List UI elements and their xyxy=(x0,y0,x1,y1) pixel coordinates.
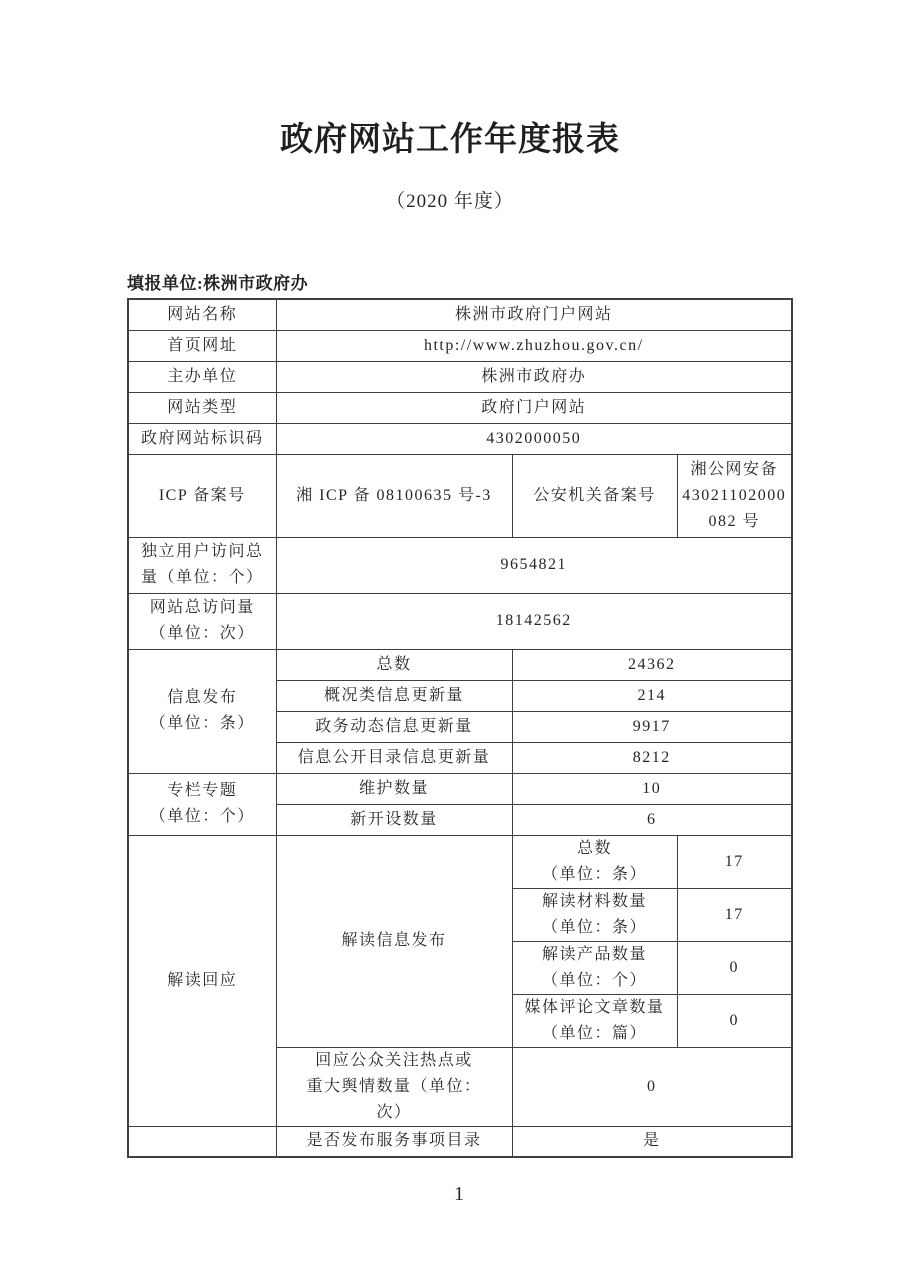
interpretation-item-label xyxy=(512,888,677,941)
hotspot-response-label-line: 重大舆情数量（单位： xyxy=(306,1077,482,1095)
info-publish-item-label: 总数 xyxy=(276,649,512,680)
home-url-value: http://www.zhuzhou.gov.cn/ xyxy=(276,330,792,361)
interpretation-item-value: 17 xyxy=(677,888,792,941)
police-record-value-line: 082 号 xyxy=(708,512,760,530)
interpretation-item-value: 0 xyxy=(677,994,792,1047)
special-topics-label-line: 专栏专题 xyxy=(167,782,238,799)
hotspot-response-label xyxy=(276,1047,512,1126)
site-type-value: 政府门户网站 xyxy=(276,392,792,423)
interpretation-item-label xyxy=(512,835,677,888)
info-publish-item-value: 214 xyxy=(512,680,792,711)
site-name-value: 株洲市政府门户网站 xyxy=(276,299,792,330)
police-record-value-line: 43021102000 xyxy=(682,486,787,504)
table-row xyxy=(128,330,792,361)
info-publish-item-value: 8212 xyxy=(512,742,792,773)
service-catalog-value: 是 xyxy=(512,1126,792,1157)
info-publish-item-value: 9917 xyxy=(512,711,792,742)
police-record-label: 公安机关备案号 xyxy=(512,454,677,537)
info-publish-label-line: （单位：条） xyxy=(149,715,255,732)
hotspot-response-value: 0 xyxy=(512,1047,792,1126)
table-row xyxy=(128,361,792,392)
site-type-label: 网站类型 xyxy=(128,392,276,423)
special-topics-item-label: 维护数量 xyxy=(276,773,512,804)
special-topics-item-label: 新开设数量 xyxy=(276,804,512,835)
special-topics-label xyxy=(128,773,276,835)
unique-visitors-label-line: 独立用户访问总 xyxy=(140,543,264,560)
table-row xyxy=(128,1126,792,1157)
service-catalog-label: 是否发布服务事项目录 xyxy=(276,1126,512,1157)
reporting-unit-label: 填报单位:株洲市政府办 xyxy=(127,274,309,293)
special-topics-item-value: 10 xyxy=(512,773,792,804)
interpretation-item-label-line: 总数 xyxy=(576,839,612,857)
interpretation-item-label xyxy=(512,994,677,1047)
info-publish-item-label: 概况类信息更新量 xyxy=(276,680,512,711)
icp-record-value: 湘 ICP 备 08100635 号-3 xyxy=(276,454,512,537)
interpretation-item-label-line: （单位：条） xyxy=(541,865,647,883)
info-publish-item-label: 信息公开目录信息更新量 xyxy=(276,742,512,773)
interpretation-item-value: 17 xyxy=(677,835,792,888)
table-row xyxy=(128,392,792,423)
site-code-label: 政府网站标识码 xyxy=(128,423,276,454)
interpretation-item-value: 0 xyxy=(677,941,792,994)
unique-visitors-label xyxy=(128,537,276,593)
interpretation-item-label-line: （单位：条） xyxy=(541,918,647,936)
interpretation-item-label-line: 解读产品数量 xyxy=(541,945,647,963)
total-visits-label-line: 网站总访问量 xyxy=(149,599,255,616)
info-publish-item-value: 24362 xyxy=(512,649,792,680)
table-row xyxy=(128,454,792,537)
unique-visitors-value: 9654821 xyxy=(276,537,792,593)
organizer-value: 株洲市政府办 xyxy=(276,361,792,392)
total-visits-label xyxy=(128,593,276,649)
page-number: 1 xyxy=(454,1183,464,1205)
table-row xyxy=(128,649,792,680)
table-row xyxy=(128,593,792,649)
home-url-label: 首页网址 xyxy=(128,330,276,361)
info-publish-label-line: 信息发布 xyxy=(167,689,238,706)
table-row xyxy=(128,835,792,888)
report-year-subtitle: （2020 年度） xyxy=(386,191,514,212)
site-code-value: 4302000050 xyxy=(276,423,792,454)
interpretation-publish-label: 解读信息发布 xyxy=(276,835,512,1047)
page-title: 政府网站工作年度报表 xyxy=(280,120,620,157)
table-row xyxy=(128,299,792,330)
interpretation-item-label-line: 解读材料数量 xyxy=(541,892,647,910)
table-row xyxy=(128,537,792,593)
table-row xyxy=(128,423,792,454)
police-record-value xyxy=(677,454,792,537)
empty-cell xyxy=(128,1126,276,1157)
total-visits-value: 18142562 xyxy=(276,593,792,649)
interpretation-item-label-line: （单位：个） xyxy=(541,971,647,989)
special-topics-item-value: 6 xyxy=(512,804,792,835)
interpretation-item-label-line: （单位：篇） xyxy=(541,1024,647,1042)
annual-report-table xyxy=(127,298,793,1158)
table-row xyxy=(128,773,792,804)
info-publish-item-label: 政务动态信息更新量 xyxy=(276,711,512,742)
icp-record-label: ICP 备案号 xyxy=(128,454,276,537)
interpretation-item-label-line: 媒体评论文章数量 xyxy=(524,998,665,1016)
interpretation-item-label xyxy=(512,941,677,994)
organizer-label: 主办单位 xyxy=(128,361,276,392)
special-topics-label-line: （单位：个） xyxy=(149,808,255,825)
info-publish-label xyxy=(128,649,276,773)
interpretation-label: 解读回应 xyxy=(128,835,276,1126)
hotspot-response-label-line: 回应公众关注热点或 xyxy=(315,1051,473,1069)
site-name-label: 网站名称 xyxy=(128,299,276,330)
police-record-value-line: 湘公网安备 xyxy=(690,460,778,478)
hotspot-response-label-line: 次） xyxy=(376,1103,412,1121)
total-visits-label-line: （单位：次） xyxy=(149,625,255,642)
unique-visitors-label-line: 量（单位：个） xyxy=(140,569,264,586)
